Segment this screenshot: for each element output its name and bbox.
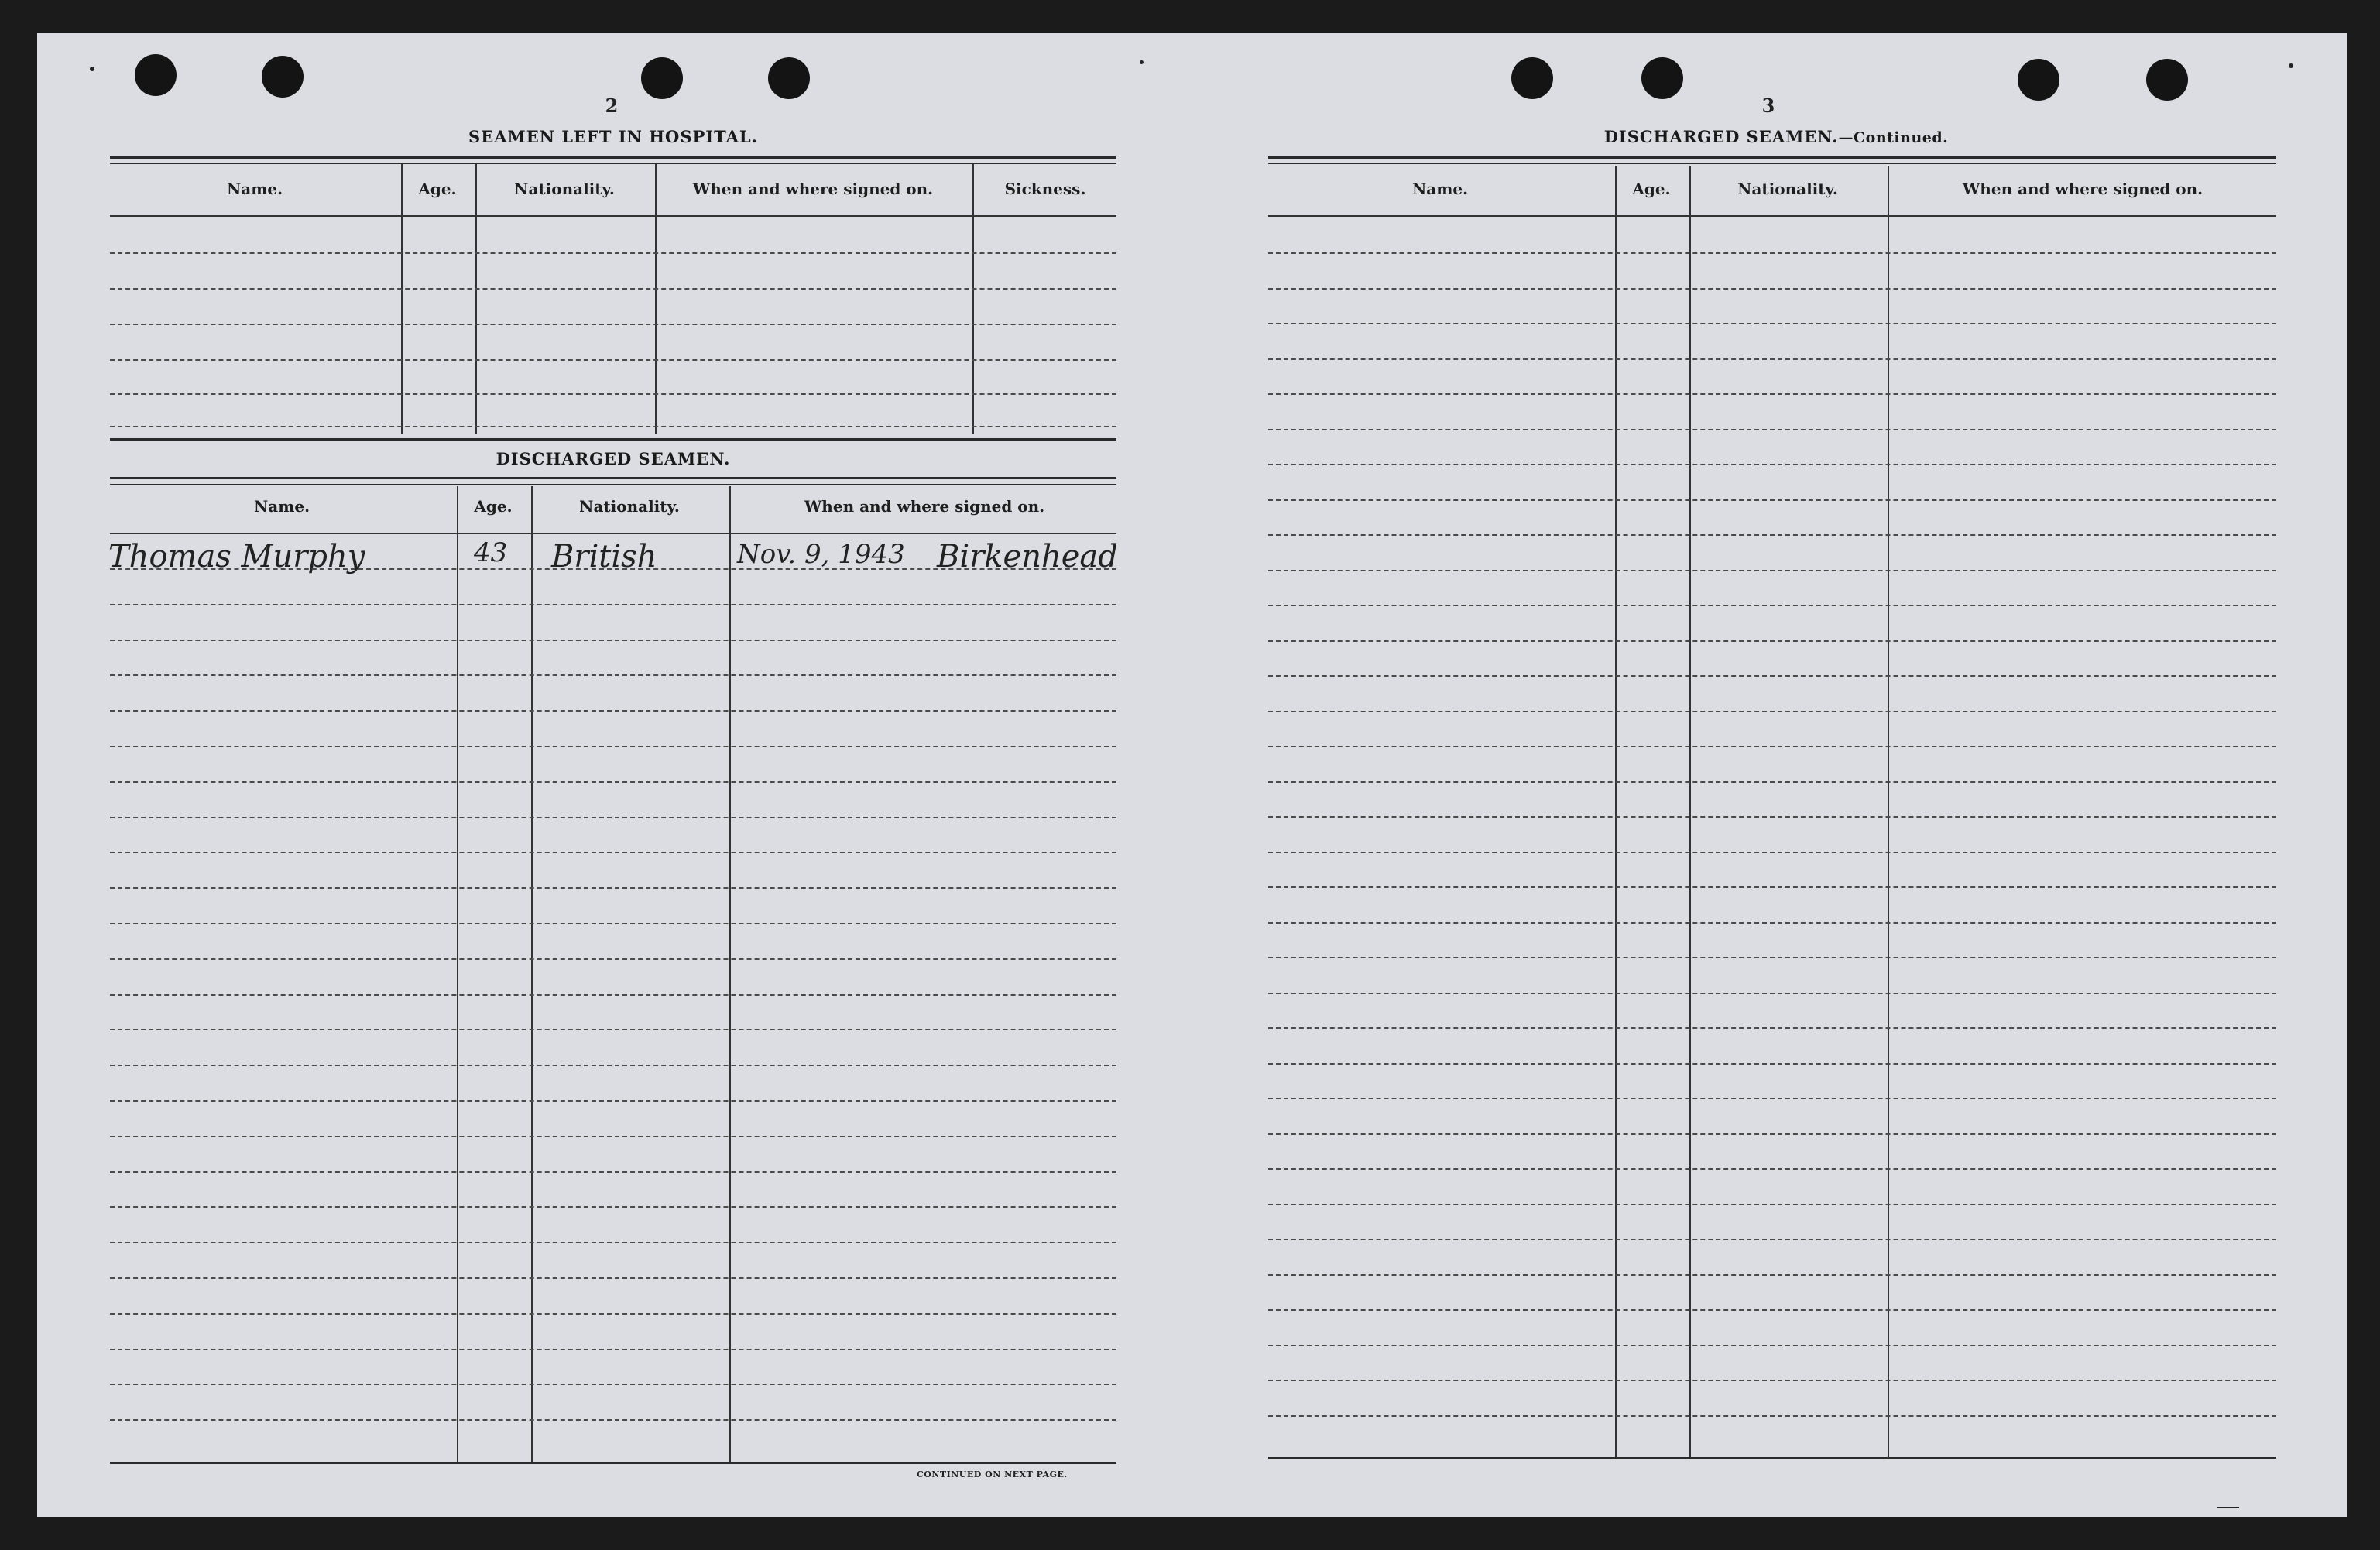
table-row [110,958,1116,960]
column-divider [729,486,731,1463]
table-row [1268,675,2276,677]
table-row [110,568,1116,570]
continued-note: CONTINUED ON NEXT PAGE. [917,1469,1068,1480]
table-row [110,252,1116,254]
rule [1268,1457,2276,1459]
table-row [110,781,1116,783]
table-row [1268,605,2276,606]
entry-name: Thomas Murphy [108,539,365,574]
discharged-heading: DISCHARGED SEAMEN. [496,449,731,468]
discharged-continued-heading [1505,127,2047,146]
page-number-right: 3 [1761,94,1775,117]
table-row [110,359,1116,361]
table-row [110,393,1116,395]
table-row [1268,464,2276,465]
table-row [110,1100,1116,1102]
table-row [1268,957,2276,958]
table-row [110,1384,1116,1385]
rule [110,156,1116,164]
table-row [110,426,1116,427]
right-col-nationality: Nationality. [1737,180,1838,198]
table-row [110,923,1116,924]
right-col-name: Name. [1411,180,1469,198]
table-row [110,640,1116,641]
discharged-col-nationality: Nationality. [579,497,680,516]
table-row [1268,252,2276,254]
discharged-col-signed-on: When and where signed on. [804,497,1045,516]
table-row [1268,393,2276,395]
table-row [1268,1098,2276,1099]
table-row [110,746,1116,747]
hospital-col-age: Age. [418,180,457,198]
table-row [1268,1027,2276,1029]
speck [2217,1507,2239,1508]
right-col-signed-on: When and where signed on. [1962,180,2203,198]
header-underline [1268,215,2276,217]
entry-date: Nov. 9, 1943 [737,539,905,570]
table-row [110,1136,1116,1137]
right-col-age: Age. [1632,180,1671,198]
discharged-col-age: Age. [474,497,513,516]
table-row [110,1029,1116,1030]
column-divider [457,486,458,1463]
table-row [110,288,1116,290]
table-row [1268,1239,2276,1240]
punch-hole [135,54,177,96]
table-row [1268,570,2276,571]
discharged-continued-title: DISCHARGED SEAMEN. [1603,127,1839,146]
table-row [110,1349,1116,1350]
table-row [1268,781,2276,783]
hospital-col-signed-on: When and where signed on. [692,180,934,198]
table-row [110,1277,1116,1279]
hospital-col-name: Name. [226,180,283,198]
table-row [1268,429,2276,430]
table-row [1268,1380,2276,1381]
table-row [110,1171,1116,1173]
table-row [1268,288,2276,290]
discharged-col-name: Name. [253,497,310,516]
speck [2289,63,2293,68]
table-row [1268,711,2276,712]
table-row [1268,1345,2276,1346]
table-row [1268,993,2276,994]
table-row [1268,746,2276,747]
rule [110,477,1116,485]
document-page [37,33,2347,1517]
table-row [110,1313,1116,1315]
punch-hole [2146,59,2188,101]
table-row [1268,534,2276,536]
rule [1268,156,2276,164]
table-row [110,1419,1116,1421]
table-row [1268,1309,2276,1311]
table-row [1268,1204,2276,1205]
punch-hole [768,57,810,99]
table-row [1268,852,2276,853]
table-row [110,852,1116,853]
page-number-left: 2 [605,94,619,117]
hospital-heading: SEAMEN LEFT IN HOSPITAL. [468,127,758,146]
punch-hole [1641,57,1683,99]
table-row [1268,886,2276,888]
table-row [110,887,1116,889]
entry-place: Birkenhead [937,539,1118,574]
speck [90,67,94,71]
table-row [110,710,1116,712]
header-underline [110,533,1116,534]
table-row [110,1242,1116,1243]
table-row [110,604,1116,605]
hospital-col-nationality: Nationality. [514,180,615,198]
punch-hole [2018,59,2059,101]
rule [110,1462,1116,1464]
table-row [110,817,1116,818]
table-row [1268,1063,2276,1065]
table-row [1268,1415,2276,1417]
punch-hole [1511,57,1553,99]
entry-nationality: British [551,539,657,574]
header-underline [110,215,1116,217]
speck [1140,60,1144,64]
table-row [110,1065,1116,1066]
table-row [1268,499,2276,501]
table-row [1268,1274,2276,1276]
table-row [110,324,1116,325]
punch-hole [641,57,683,99]
column-divider [531,486,533,1463]
table-row [1268,640,2276,642]
table-row [110,994,1116,996]
table-row [1268,1133,2276,1135]
entry-age: 43 [474,537,508,568]
punch-hole [262,56,304,98]
continued-suffix: —Continued. [1838,129,1949,146]
table-row [1268,816,2276,818]
hospital-col-sickness: Sickness. [1004,180,1086,198]
table-row [1268,358,2276,360]
table-row [1268,323,2276,324]
table-row [1268,922,2276,924]
table-row [110,1206,1116,1208]
table-row [110,674,1116,676]
table-row [1268,1168,2276,1170]
rule [110,438,1116,441]
